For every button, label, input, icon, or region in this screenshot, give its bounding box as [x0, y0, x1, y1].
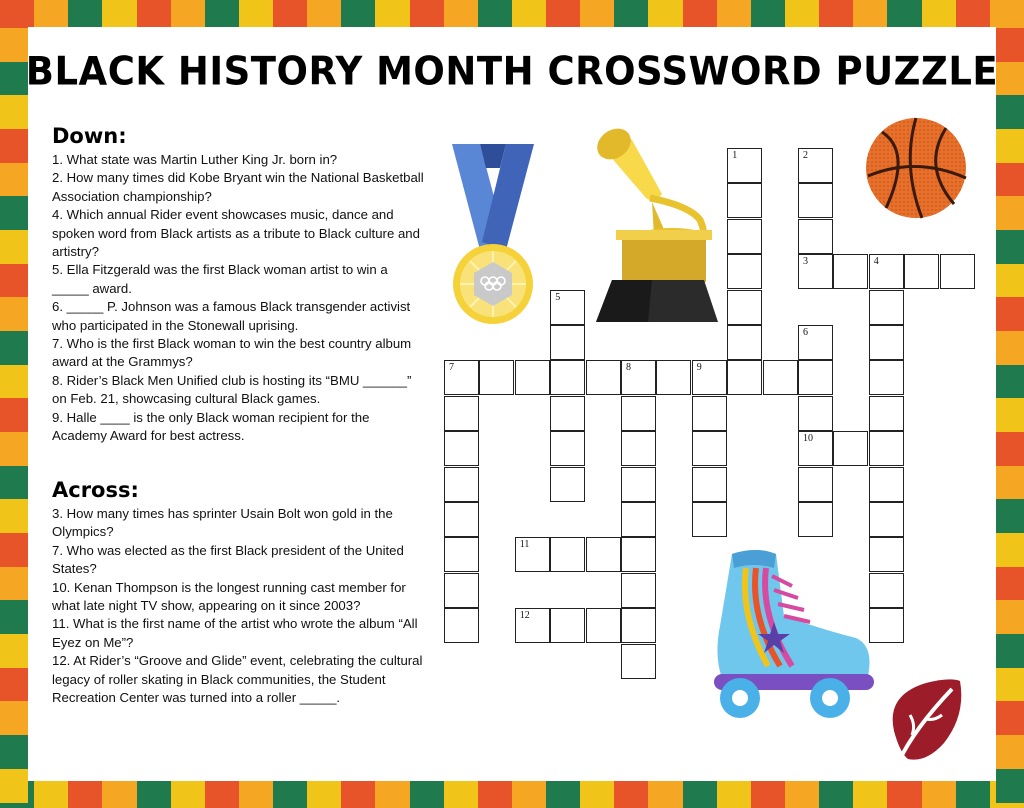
down-clue-list [52, 151, 424, 446]
border-tile [171, 0, 206, 28]
border-tile [0, 533, 28, 567]
down-clue: 4. Which annual Rider event showcases music, dance and spoken word from Black artists as a tribute to Black culture and artistry? [52, 207, 420, 260]
border-tile [512, 780, 547, 808]
border-tile [0, 432, 28, 466]
border-tile [922, 780, 957, 808]
crossword-cell[interactable] [444, 573, 479, 608]
border-tile [996, 499, 1024, 533]
clue-number: 12 [519, 610, 530, 622]
across-clue: 3. How many times has sprinter Usain Bolt won gold in the Olympics? [52, 506, 393, 540]
down-clue: 2. How many times did Kobe Bryant win the National Basketball Association championship? [52, 170, 424, 204]
crossword-cell[interactable] [833, 254, 868, 289]
border-tile [996, 230, 1024, 264]
border-tile [0, 196, 28, 230]
medal-icon [440, 138, 546, 330]
crossword-cell[interactable] [904, 254, 939, 289]
crossword-cell[interactable] [550, 467, 585, 502]
border-tile [0, 567, 28, 601]
border-tile [717, 780, 752, 808]
clue-number: 3 [803, 256, 808, 268]
crossword-cell[interactable] [798, 254, 833, 289]
border-tile [307, 0, 342, 28]
border-tile [273, 0, 308, 28]
border-tile [996, 331, 1024, 365]
border-tile [34, 780, 69, 808]
border-tile [922, 0, 957, 28]
border-tile [996, 163, 1024, 197]
down-clue: 6. _____ P. Johnson was a famous Black transgender activist who participated in the Stonewall uprising. [52, 299, 411, 333]
border-tile [751, 780, 786, 808]
crossword-cell[interactable] [869, 360, 904, 395]
border-tile [0, 499, 28, 533]
crossword-cell[interactable] [586, 608, 621, 643]
crossword-cell[interactable] [621, 431, 656, 466]
border-tile [239, 780, 274, 808]
crossword-cell[interactable] [621, 360, 656, 395]
crossword-cell[interactable] [940, 254, 975, 289]
border-tile [580, 0, 615, 28]
crossword-cell[interactable] [444, 360, 479, 395]
crossword-cell[interactable] [798, 360, 833, 395]
crossword-cell[interactable] [869, 502, 904, 537]
crossword-cell[interactable] [798, 325, 833, 360]
crossword-cell[interactable] [727, 219, 762, 254]
crossword-cell[interactable] [621, 537, 656, 572]
border-tile [0, 297, 28, 331]
clue-number: 5 [555, 291, 561, 303]
rider-leaf-logo [886, 675, 966, 767]
crossword-cell[interactable] [798, 148, 833, 183]
crossword-cell[interactable] [869, 254, 904, 289]
crossword-cell[interactable] [798, 431, 833, 466]
border-tile [546, 780, 581, 808]
border-tile [273, 780, 308, 808]
crossword-cell[interactable] [515, 537, 550, 572]
crossword-cell[interactable] [479, 360, 514, 395]
border-tile [996, 297, 1024, 331]
border-tile [996, 466, 1024, 500]
crossword-cell[interactable] [727, 290, 762, 325]
page-title: BLACK HISTORY MONTH CROSSWORD PUZZLE [25, 48, 999, 95]
crossword-cell[interactable] [550, 537, 585, 572]
border-tile [205, 780, 240, 808]
border-tile [996, 567, 1024, 601]
across-heading: Across: [52, 478, 139, 502]
border-tile [0, 331, 28, 365]
border-tile [683, 0, 718, 28]
border-tile [512, 0, 547, 28]
border-tile [614, 0, 649, 28]
crossword-cell[interactable] [621, 502, 656, 537]
border-tile [996, 701, 1024, 735]
border-tile [102, 0, 137, 28]
border-tile [0, 163, 28, 197]
down-heading: Down: [52, 124, 127, 148]
crossword-cell[interactable] [656, 360, 691, 395]
border-tile [819, 0, 854, 28]
crossword-cell[interactable] [869, 537, 904, 572]
clue-number: 10 [803, 433, 813, 445]
clue-number: 9 [696, 362, 702, 374]
border-tile [785, 780, 820, 808]
border-tile [444, 780, 479, 808]
crossword-cell[interactable] [727, 254, 762, 289]
border-tile [996, 600, 1024, 634]
border-tile [0, 398, 28, 432]
gramophone-trophy-icon [592, 124, 722, 330]
crossword-cell[interactable] [869, 431, 904, 466]
crossword-cell[interactable] [692, 467, 727, 502]
crossword-cell[interactable] [444, 502, 479, 537]
crossword-cell[interactable] [869, 396, 904, 431]
border-tile [956, 0, 991, 28]
crossword-cell[interactable] [869, 290, 904, 325]
border-tile [956, 780, 991, 808]
clue-number: 6 [803, 327, 808, 338]
across-clue: 7. Who was elected as the first Black president of the United States? [52, 542, 404, 577]
border-tile [0, 634, 28, 668]
crossword-cell[interactable] [869, 325, 904, 360]
border-tile [990, 0, 1024, 28]
border-tile [375, 0, 410, 28]
border-tile [307, 780, 342, 808]
border-tile [996, 196, 1024, 230]
border-tile [887, 780, 922, 808]
crossword-cell[interactable] [798, 219, 833, 254]
crossword-cell[interactable] [550, 608, 585, 643]
border-tile [683, 780, 718, 808]
crossword-cell[interactable] [727, 183, 762, 218]
down-clue: 8. Rider’s Black Men Unified club is hosting its “BMU ______” on Feb. 21, showcasing cultural Black games. [52, 372, 412, 407]
crossword-cell[interactable] [621, 467, 656, 502]
crossword-cell[interactable] [586, 537, 621, 572]
border-tile [996, 735, 1024, 769]
crossword-cell[interactable] [692, 431, 727, 466]
down-clue: 5. Ella Fitzgerald was the first Black woman artist to win a _____ award. [52, 262, 388, 296]
clue-number: 11 [519, 539, 530, 551]
crossword-cell[interactable] [798, 396, 833, 431]
crossword-cell[interactable] [763, 360, 798, 395]
border-tile [171, 780, 206, 808]
border-tile [0, 668, 28, 702]
border-tile [0, 230, 28, 264]
crossword-cell[interactable] [621, 396, 656, 431]
border-tile [137, 780, 172, 808]
border-tile [648, 0, 683, 28]
crossword-cell[interactable] [727, 325, 762, 360]
border-tile [375, 780, 410, 808]
basketball-icon [862, 116, 970, 220]
crossword-cell[interactable] [444, 396, 479, 431]
crossword-cell[interactable] [621, 573, 656, 608]
crossword-cell[interactable] [444, 608, 479, 643]
border-tile [996, 365, 1024, 399]
border-tile [648, 780, 683, 808]
border-tile [34, 0, 69, 28]
down-clue: 7. Who is the first Black woman to win the best country album award at the Grammys? [52, 336, 412, 370]
clue-number: 2 [803, 150, 808, 161]
border-tile [0, 466, 28, 500]
border-tile [239, 0, 274, 28]
border-tile [751, 0, 786, 28]
clue-number: 8 [626, 362, 631, 374]
crossword-cell[interactable] [869, 467, 904, 502]
border-tile [0, 701, 28, 735]
border-tile [205, 0, 240, 28]
crossword-cell[interactable] [550, 325, 585, 360]
border-tile [996, 398, 1024, 432]
border-tile [0, 735, 28, 769]
border-tile [996, 129, 1024, 163]
border-tile [0, 769, 28, 803]
border-tile [819, 780, 854, 808]
border-tile [444, 0, 479, 28]
border-tile [137, 0, 172, 28]
crossword-cell[interactable] [692, 360, 727, 395]
border-tile [0, 95, 28, 129]
border-tile [102, 780, 137, 808]
border-tile [0, 0, 35, 28]
crossword-cell[interactable] [869, 573, 904, 608]
across-clue: 12. At Rider’s “Groove and Glide” event, celebrating the cultural legacy of roller skating in Black communities, the Student Recreation Center was turned into a roller _____. [52, 653, 423, 706]
down-clue: 9. Halle ____ is the only Black woman recipient for the Academy Award for best actress. [52, 409, 370, 444]
border-tile [478, 0, 513, 28]
crossword-cell[interactable] [621, 644, 656, 679]
border-tile [887, 0, 922, 28]
crossword-cell[interactable] [798, 467, 833, 502]
clue-number: 7 [449, 362, 454, 374]
border-tile [996, 668, 1024, 702]
across-clue: 10. Kenan Thompson is the longest running cast member for what late night TV show, appearing on it since 2003? [52, 579, 406, 614]
border-tile [478, 780, 513, 808]
border-tile [996, 264, 1024, 298]
clue-number: 1 [732, 150, 738, 161]
border-tile [717, 0, 752, 28]
across-clue: 11. What is the first name of the artist who wrote the album “All Eyez on Me”? [52, 616, 418, 650]
border-tile [0, 129, 28, 163]
border-tile [614, 780, 649, 808]
crossword-cell[interactable] [550, 431, 585, 466]
crossword-cell[interactable] [586, 360, 621, 395]
crossword-cell[interactable] [550, 290, 585, 325]
border-tile [580, 780, 615, 808]
crossword-cell[interactable] [444, 537, 479, 572]
border-tile [996, 432, 1024, 466]
crossword-cell[interactable] [515, 360, 550, 395]
border-tile [0, 365, 28, 399]
crossword-cell[interactable] [692, 396, 727, 431]
crossword-cell[interactable] [550, 396, 585, 431]
border-tile [0, 264, 28, 298]
border-tile [546, 0, 581, 28]
border-tile [853, 0, 888, 28]
border-tile [785, 0, 820, 28]
border-tile [996, 769, 1024, 803]
crossword-cell[interactable] [550, 360, 585, 395]
border-tile [410, 780, 445, 808]
crossword-cell[interactable] [444, 431, 479, 466]
border-tile [996, 95, 1024, 129]
border-tile [68, 780, 103, 808]
border-tile [410, 0, 445, 28]
border-tile [0, 600, 28, 634]
crossword-cell[interactable] [833, 431, 868, 466]
border-tile [341, 780, 376, 808]
crossword-cell[interactable] [515, 608, 550, 643]
crossword-cell[interactable] [798, 502, 833, 537]
down-clue: 1. What state was Martin Luther King Jr. born in? [52, 152, 338, 167]
crossword-cell[interactable] [727, 148, 762, 183]
across-clue-list [52, 505, 424, 707]
border-tile [996, 634, 1024, 668]
clue-number: 4 [873, 256, 879, 268]
crossword-cell[interactable] [444, 467, 479, 502]
crossword-cell[interactable] [869, 608, 904, 643]
border-tile [341, 0, 376, 28]
crossword-cell[interactable] [621, 608, 656, 643]
border-tile [68, 0, 103, 28]
crossword-cell[interactable] [692, 502, 727, 537]
border-tile [853, 780, 888, 808]
roller-skate-icon [706, 546, 876, 722]
crossword-cell[interactable] [727, 360, 762, 395]
border-tile [996, 533, 1024, 567]
crossword-cell[interactable] [798, 183, 833, 218]
